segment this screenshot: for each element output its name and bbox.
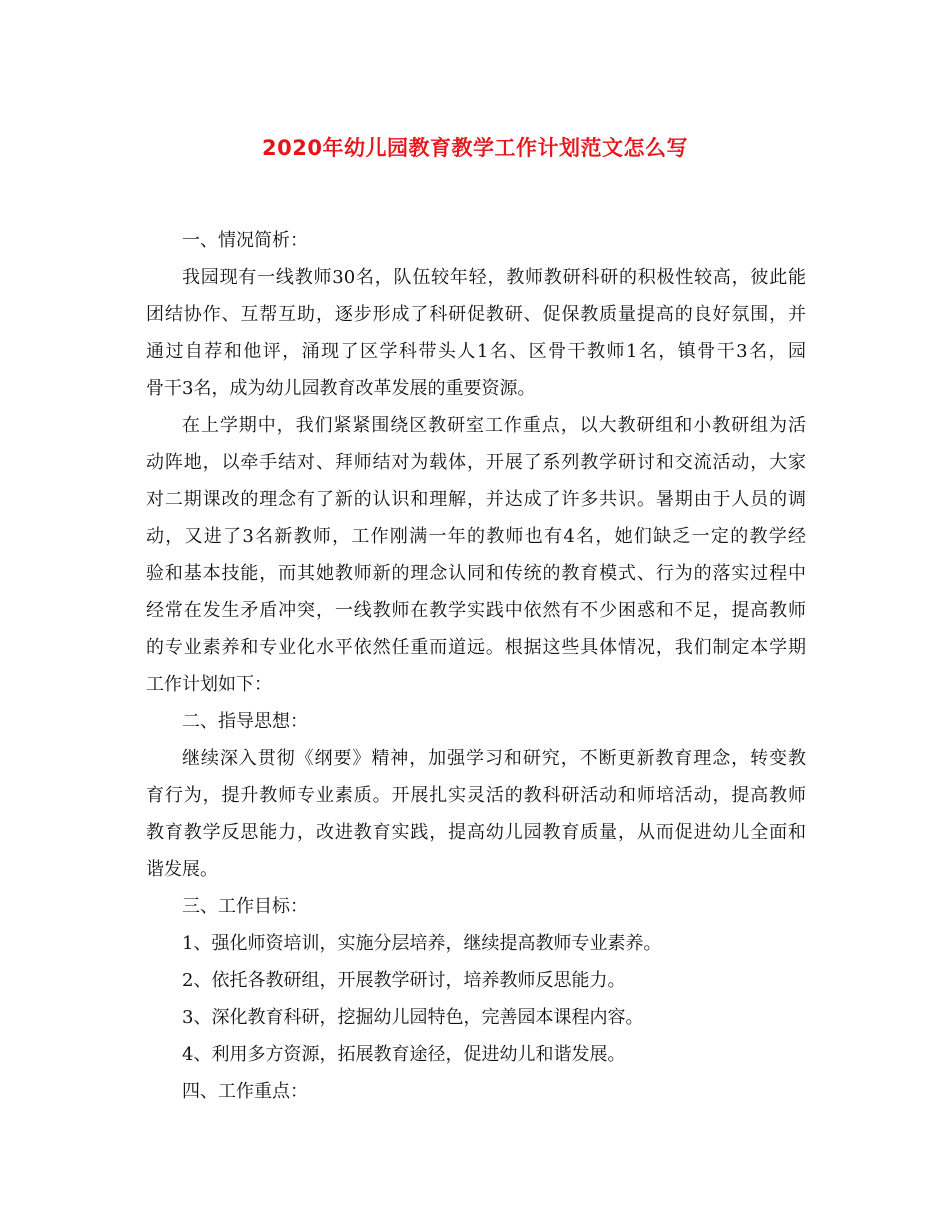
goal-item: 3、深化教育科研，挖掘幼儿园特色，完善园本课程内容。	[182, 1007, 644, 1028]
paragraph-line: 经常在发生矛盾冲突，一线教师在教学实践中依然有不少困惑和不足，提高教师	[146, 600, 806, 621]
section-heading-3: 三、工作目标：	[182, 896, 308, 917]
paragraph-line: 动阵地，以牵手结对、拜师结对为载体，开展了系列教学研讨和交流活动，大家	[146, 452, 806, 473]
paragraph-line: 动，又进了3名新教师，工作刚满一年的教师也有4名，她们缺乏一定的教学经	[146, 526, 806, 547]
paragraph-line: 对二期课改的理念有了新的认识和理解，并达成了许多共识。暑期由于人员的调	[146, 489, 806, 510]
paragraph-line: 的专业素养和专业化水平依然任重而道远。根据这些具体情况，我们制定本学期	[146, 637, 806, 658]
goal-item: 1、强化师资培训，实施分层培养，继续提高教师专业素养。	[182, 933, 662, 954]
document-title: 2020年幼儿园教育教学工作计划范文怎么写	[262, 136, 688, 160]
paragraph-line: 骨干3名，成为幼儿园教育改革发展的重要资源。	[146, 378, 536, 399]
paragraph-line: 我园现有一线教师30名，队伍较年轻，教师教研科研的积极性较高，彼此能	[182, 267, 806, 288]
goal-item: 4、利用多方资源，拓展教育途径，促进幼儿和谐发展。	[182, 1044, 626, 1065]
paragraph-line: 在上学期中，我们紧紧围绕区教研室工作重点，以大教研组和小教研组为活	[182, 415, 806, 436]
paragraph-line: 团结协作、互帮互助，逐步形成了科研促教研、促保教质量提高的良好氛围，并	[146, 304, 806, 325]
paragraph-line: 验和基本技能，而其她教师新的理念认同和传统的教育模式、行为的落实过程中	[146, 563, 806, 584]
section-heading-4: 四、工作重点：	[182, 1081, 308, 1102]
paragraph-line: 工作计划如下：	[146, 674, 272, 695]
paragraph-line: 教育教学反思能力，改进教育实践，提高幼儿园教育质量，从而促进幼儿全面和	[146, 822, 806, 843]
paragraph-line: 继续深入贯彻《纲要》精神，加强学习和研究，不断更新教育理念，转变教	[182, 748, 806, 769]
section-heading-2: 二、指导思想：	[182, 711, 308, 732]
paragraph-line: 通过自荐和他评，涌现了区学科带头人1名、区骨干教师1名，镇骨干3名，园	[146, 341, 806, 362]
section-heading-1: 一、情况简析：	[182, 230, 308, 251]
paragraph-line: 谐发展。	[146, 859, 218, 880]
paragraph-line: 育行为，提升教师专业素质。开展扎实灵活的教科研活动和师培活动，提高教师	[146, 785, 806, 806]
goal-item: 2、依托各教研组，开展教学研讨，培养教师反思能力。	[182, 970, 626, 991]
document-body	[146, 222, 806, 1110]
